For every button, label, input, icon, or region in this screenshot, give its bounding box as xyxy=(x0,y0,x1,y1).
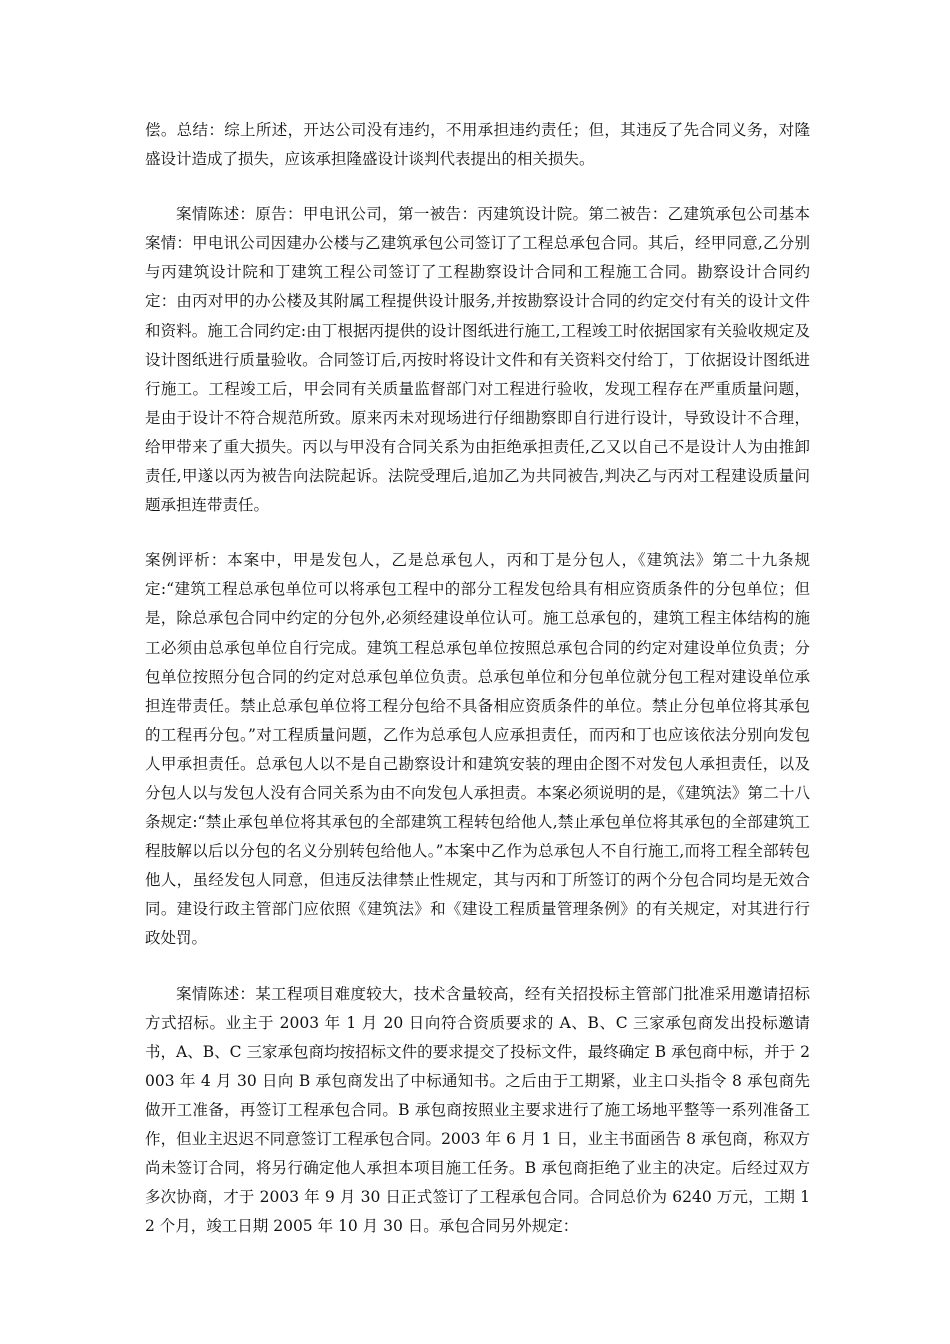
paragraph-conclusion: 偿。总结：综上所述，开达公司没有违约，不用承担违约责任；但，其违反了先合同义务，对隆盛设计造成了损失，应该承担隆盛设计谈判代表提出的相关损失。 xyxy=(145,121,810,169)
paragraph-case-statement-1: 案情陈述：原告：甲电讯公司，第一被告：丙建筑设计院。第二被告：乙建筑承包公司基本案情：甲电讯公司因建办公楼与乙建筑承包公司签订了工程总承包合同。其后，经甲同意,乙分别与丙建筑设计院和丁建筑工程公司签订了工程勘察设计合同和工程施工合同。勘察设计合同约定：由丙对甲的办公楼及其附属工程提供设计服务,并按勘察设计合同的约定交付有关的设计文件和资料。施工合同约定:由丁根据丙提供的设计图纸进行施工,工程竣工时依据国家有关验收规定及设计图纸进行质量验收。合同签订后,丙按时将设计文件和有关资料交付给丁，丁依据设计图纸进行施工。工程竣工后，甲会同有关质量监督部门对工程进行验收，发现工程存在严重质量问题，是由于设计不符合规范所致。原来丙未对现场进行仔细勘察即自行进行设计，导致设计不合理，给甲带来了重大损失。丙以与甲没有合同关系为由拒绝承担责任,乙又以自己不是设计人为由推卸责任,甲遂以丙为被告向法院起诉。法院受理后,追加乙为共同被告,判决乙与丙对工程建设质量问题承担连带责任。 xyxy=(145,205,810,515)
document-body xyxy=(145,116,810,1241)
paragraph-case-statement-2: 案情陈述：某工程项目难度较大，技术含量较高，经有关招投标主管部门批准采用邀请招标方式招标。业主于 2003 年 1 月 20 日向符合资质要求的 A、B、C 三家承包商发出投标邀请书，A、B、C 三家承包商均按招标文件的要求提交了投标文件，最终确定 B 承包商中标，并于 2003 年 4 月 30 日向 B 承包商发出了中标通知书。之后由于工期紧，业主口头指令 8 承包商先做开工准备，再签订工程承包合同。B 承包商按照业主要求进行了施工场地平整等一系列准备工作，但业主迟迟不同意签订工程承包合同。2003 年 6 月 1 日，业主书面函告 8 承包商，称双方尚未签订合同，将另行确定他人承担本项目施工任务。B 承包商拒绝了业主的决定。后经过双方多次协商，才于 2003 年 9 月 30 日正式签订了工程承包合同。合同总价为 6240 万元，工期 12 个月，竣工日期 2005 年 10 月 30 日。承包合同另外规定： xyxy=(145,984,810,1236)
paragraph-case-analysis: 案例评析：本案中，甲是发包人，乙是总承包人，丙和丁是分包人，《建筑法》第二十九条规定:“建筑工程总承包单位可以将承包工程中的部分工程发包给具有相应资质条件的分包单位；但是，除总承包合同中约定的分包外,必须经建设单位认可。施工总承包的，建筑工程主体结构的施工必须由总承包单位自行完成。建筑工程总承包单位按照总承包合同的约定对建设单位负责；分包单位按照分包合同的约定对总承包单位负责。总承包单位和分包单位就分包工程对建设单位承担连带责任。禁止总承包单位将工程分包给不具备相应资质条件的单位。禁止分包单位将其承包的工程再分包。”对工程质量问题，乙作为总承包人应承担责任，而丙和丁也应该依法分别向发包人甲承担责任。总承包人以不是自己勘察设计和建筑安装的理由企图不对发包人承担责任，以及分包人以与发包人没有合同关系为由不向发包人承担责。本案必须说明的是，《建筑法》第二十八条规定:“禁止承包单位将其承包的全部建筑工程转包给他人,禁止承包单位将其承包的全部建筑工程肢解以后以分包的名义分别转包给他人。”本案中乙作为总承包人不自行施工,而将工程全部转包他人，虽经发包人同意，但违反法律禁止性规定，其与丙和丁所签订的两个分包合同均是无效合同。建设行政主管部门应依照《建筑法》和《建设工程质量管理条例》的有关规定，对其进行行政处罚。 xyxy=(145,551,810,948)
paragraph-gap xyxy=(145,174,810,200)
paragraph-gap xyxy=(145,954,810,980)
paragraph-gap xyxy=(145,520,810,546)
